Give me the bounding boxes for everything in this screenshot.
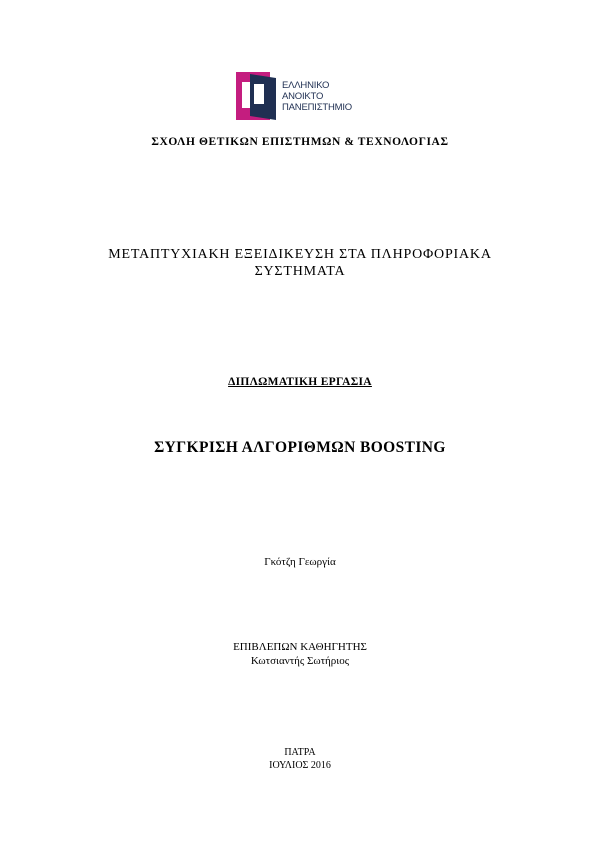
place-date-block [0,746,600,772]
logo-line-1: ΕΛΛΗΝΙΚΟ [282,80,330,91]
supervisor-label: ΕΠΙΒΛΕΠΩΝ ΚΑΘΗΓΗΤΗΣ [233,641,367,653]
supervisor-block [0,640,600,668]
program-title-line-1: ΜΕΤΑΠΤΥΧΙΑΚΗ ΕΞΕΙΔΙΚΕΥΣΗ ΣΤΑ ΠΛΗΡΟΦΟΡΙΑΚΑ [108,247,492,262]
program-title-line-2: ΣΥΣΤΗΜΑΤΑ [254,264,346,279]
school-name: ΣΧΟΛΗ ΘΕΤΙΚΩΝ ΕΠΙΣΤΗΜΩΝ & ΤΕΧΝΟΛΟΓΙΑΣ [151,136,449,148]
thesis-type: ΔΙΠΛΩΜΑΤΙΚΗ ΕΡΓΑΣΙΑ [228,376,372,388]
logo-line-2: ΑΝΟΙΚΤΟ [282,91,324,102]
date: ΙΟΥΛΙΟΣ 2016 [269,760,331,771]
author-name: Γκότζη Γεωργία [264,556,336,568]
thesis-title: ΣΥΓΚΡΙΣΗ ΑΛΓΟΡΙΘΜΩΝ BOOSTING [154,439,446,456]
university-logo [236,70,366,124]
place: ΠΑΤΡΑ [284,747,316,758]
program-title [0,246,600,280]
logo-line-3: ΠΑΝΕΠΙΣΤΗΜΙΟ [282,102,352,113]
university-logo-mark [236,70,280,122]
supervisor-name: Κωτσιαντής Σωτήριος [250,655,350,667]
university-logo-text [282,80,352,113]
